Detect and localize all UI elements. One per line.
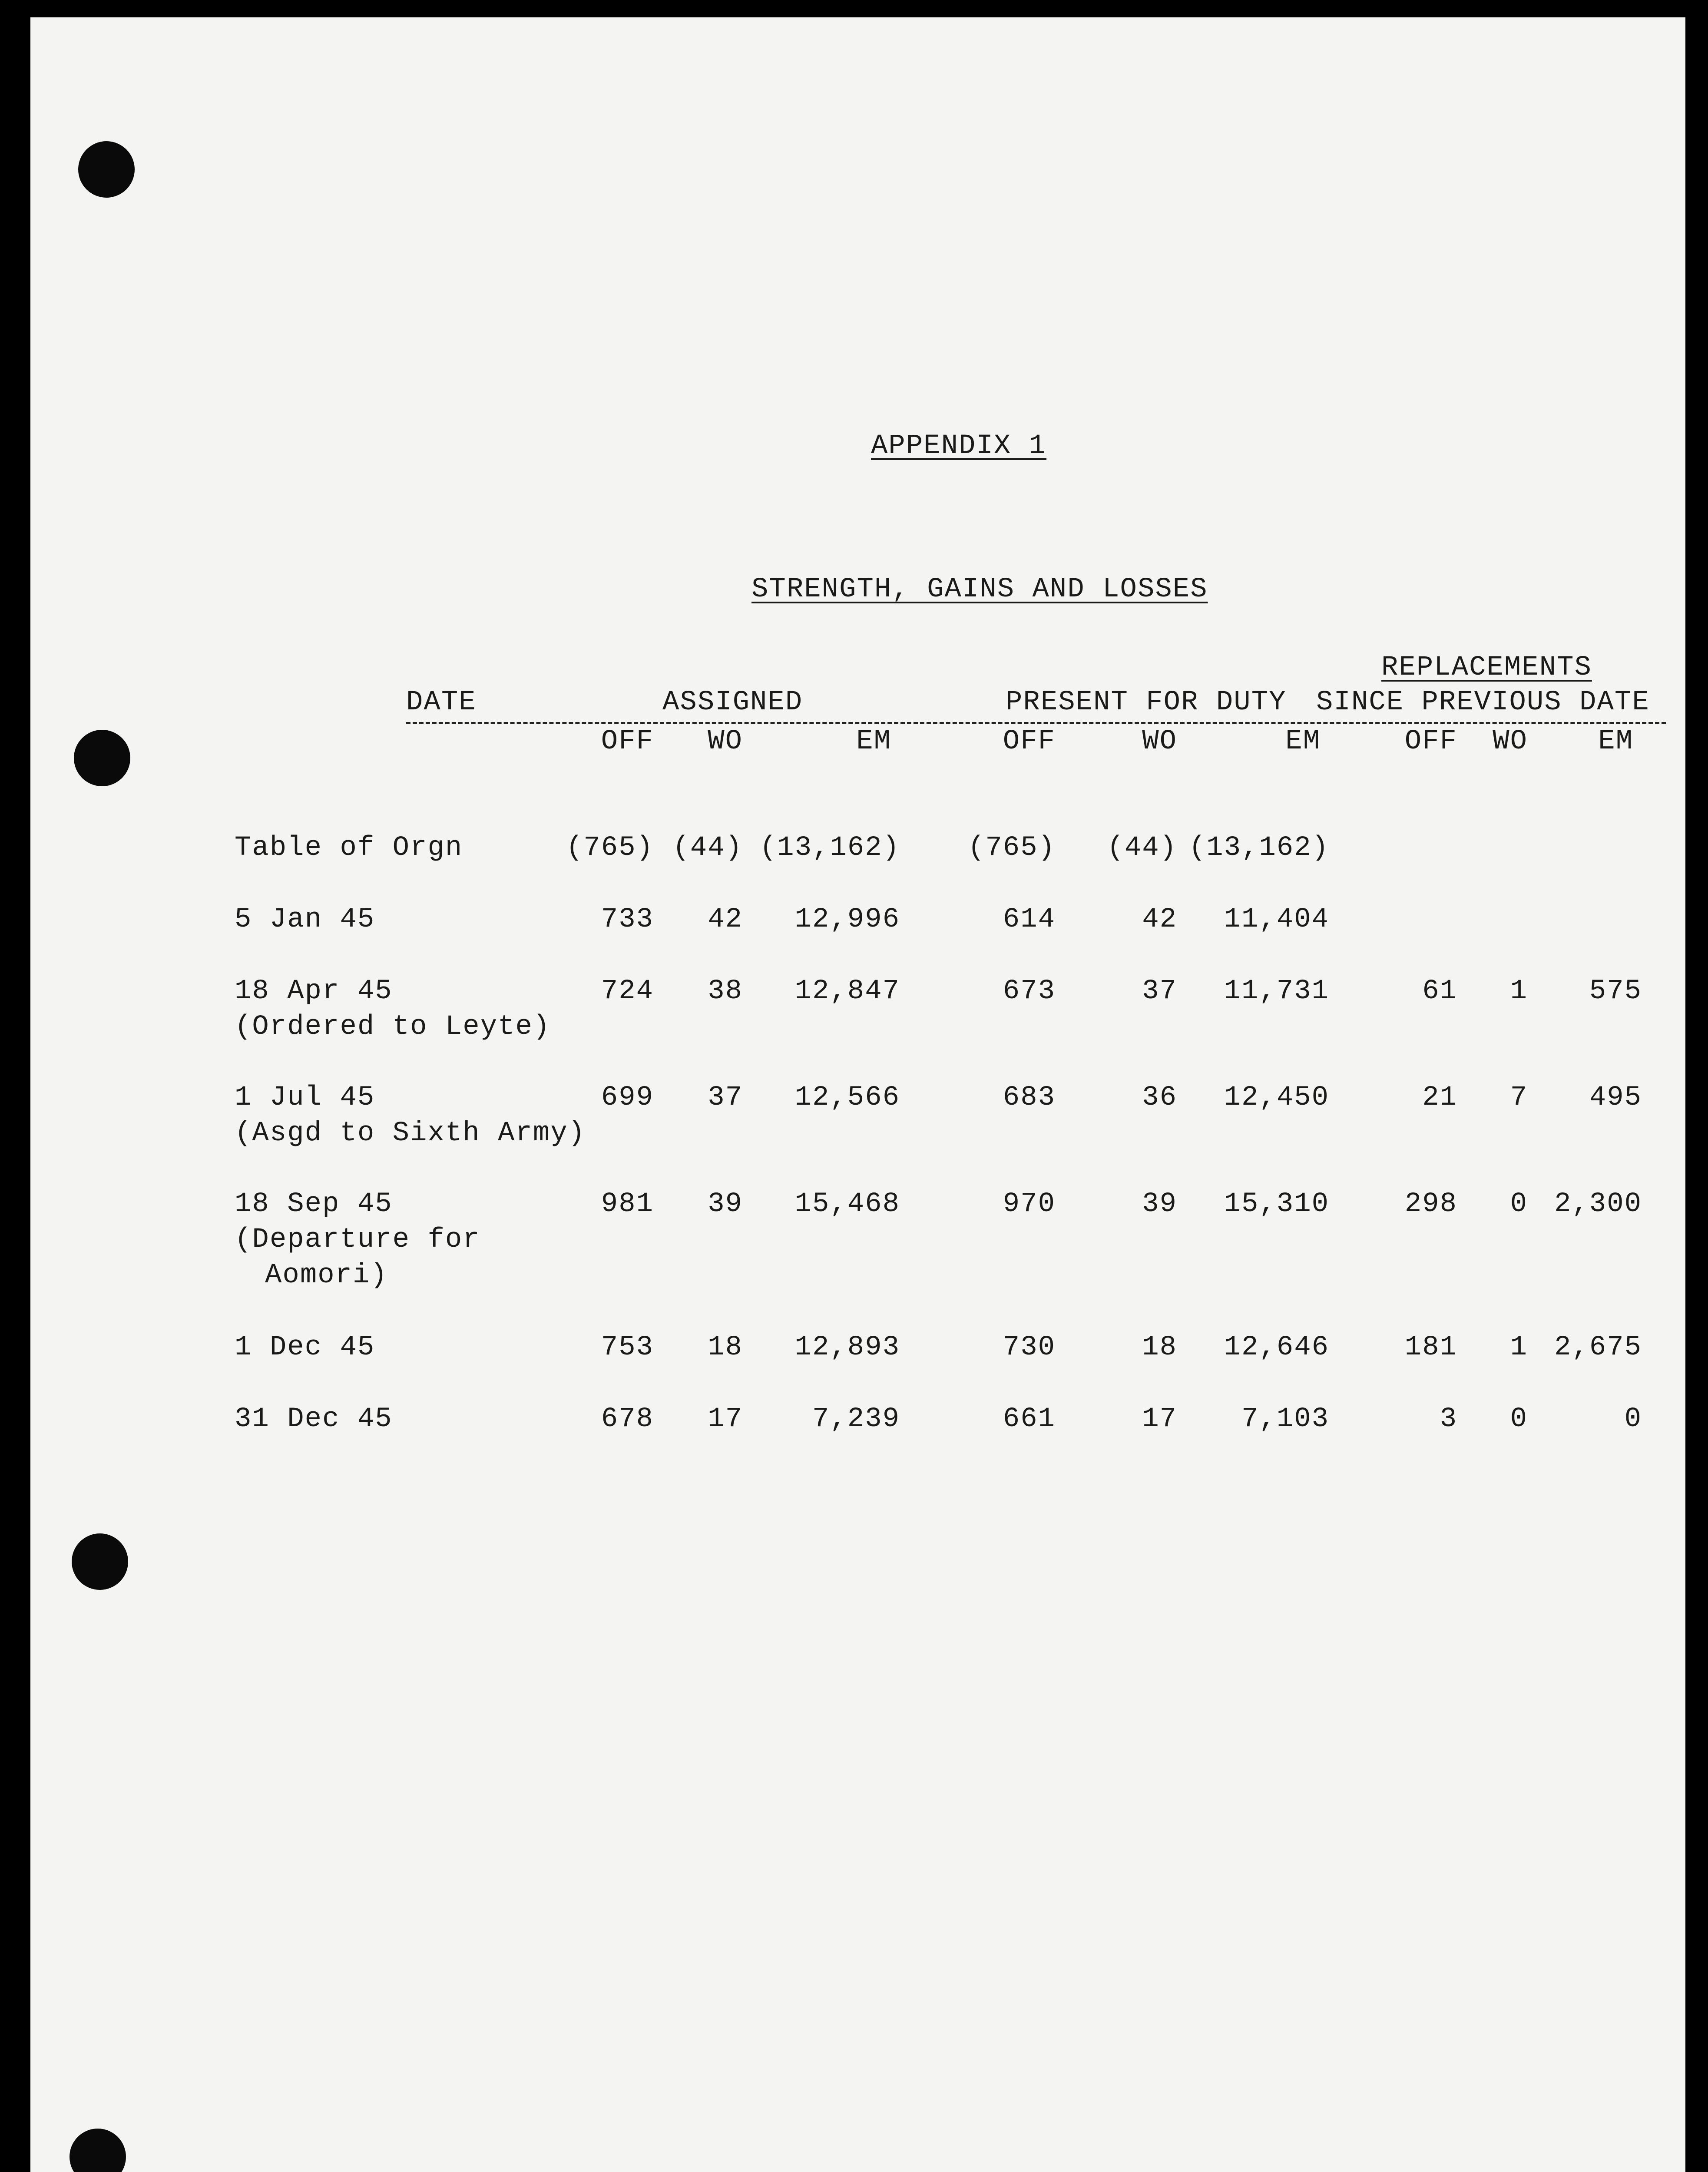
table-cell: (13,162) [1188,832,1329,864]
col-header-since-previous-date: SINCE PREVIOUS DATE [1316,687,1650,718]
table-cell: 1 [1510,1332,1528,1363]
table-cell: 39 [708,1189,743,1220]
subcolumn-header: OFF [1404,726,1457,757]
table-cell: 7 [1510,1082,1528,1113]
col-header-replacements-top: REPLACEMENTS [1381,652,1592,683]
row-date: 5 Jan 45 [235,904,375,935]
punch-hole-4 [70,2129,126,2172]
row-date: 31 Dec 45 [235,1404,393,1435]
table-cell: 11,731 [1224,976,1329,1007]
table-cell: 11,404 [1224,904,1329,935]
table-cell: 0 [1510,1404,1528,1435]
table-cell: 37 [708,1082,743,1113]
subcolumn-header: OFF [601,726,654,757]
row-date-note: (Asgd to Sixth Army) [235,1118,586,1149]
table-cell: 661 [1003,1404,1056,1435]
subcolumn-header: EM [856,726,891,757]
subcolumn-header: EM [1285,726,1321,757]
table-cell: 495 [1589,1082,1642,1113]
table-cell: 683 [1003,1082,1056,1113]
table-cell: 21 [1422,1082,1457,1113]
table-cell: (44) [1107,832,1177,864]
row-date: 18 Sep 45 [235,1189,393,1220]
punch-hole-1 [78,141,135,198]
table-cell: 38 [708,976,743,1007]
table-title: STRENGTH, GAINS AND LOSSES [751,574,1208,605]
subcolumn-header: EM [1598,726,1633,757]
table-cell: 12,996 [794,904,900,935]
table-cell: 7,239 [812,1404,900,1435]
table-cell: 724 [601,976,654,1007]
table-cell: 12,566 [794,1082,900,1113]
table-cell: 15,310 [1224,1189,1329,1220]
col-header-assigned: ASSIGNED [662,687,803,718]
table-cell: 17 [708,1404,743,1435]
table-cell: 12,646 [1224,1332,1329,1363]
table-cell: 39 [1142,1189,1177,1220]
row-date: 1 Dec 45 [235,1332,375,1363]
table-cell: (44) [672,832,743,864]
row-date: 18 Apr 45 [235,976,393,1007]
table-cell: 18 [1142,1332,1177,1363]
table-cell: (13,162) [759,832,900,864]
table-cell: 614 [1003,904,1056,935]
table-cell: 42 [1142,904,1177,935]
col-header-present-for-duty: PRESENT FOR DUTY [1006,687,1287,718]
table-cell: 36 [1142,1082,1177,1113]
table-cell: 0 [1624,1404,1642,1435]
table-cell: (765) [566,832,654,864]
table-cell: 3 [1440,1404,1457,1435]
table-cell: 12,847 [794,976,900,1007]
row-date: 1 Jul 45 [235,1082,375,1113]
table-cell: 18 [708,1332,743,1363]
table-cell: 12,450 [1224,1082,1329,1113]
table-cell: 17 [1142,1404,1177,1435]
row-date-note: (Ordered to Leyte) [235,1011,551,1043]
table-cell: 61 [1422,976,1457,1007]
table-cell: 37 [1142,976,1177,1007]
subcolumn-header: WO [1142,726,1177,757]
table-cell: (765) [967,832,1056,864]
table-cell: 733 [601,904,654,935]
appendix-heading: APPENDIX 1 [871,430,1047,462]
table-cell: 575 [1589,976,1642,1007]
row-date: Table of Orgn [235,832,463,864]
table-cell: 753 [601,1332,654,1363]
table-cell: 2,300 [1554,1189,1642,1220]
table-cell: 12,893 [794,1332,900,1363]
table-cell: 678 [601,1404,654,1435]
table-cell: 0 [1510,1189,1528,1220]
col-header-date: DATE [406,687,477,718]
header-rule [406,722,1666,724]
table-cell: 7,103 [1241,1404,1329,1435]
table-cell: 981 [601,1189,654,1220]
row-date-note: Aomori) [265,1260,388,1291]
document-page [30,17,1685,2172]
table-cell: 42 [708,904,743,935]
table-cell: 730 [1003,1332,1056,1363]
table-cell: 699 [601,1082,654,1113]
row-date-note: (Departure for [235,1224,480,1255]
table-cell: 181 [1404,1332,1457,1363]
punch-hole-2 [74,730,130,786]
subcolumn-header: OFF [1003,726,1056,757]
table-cell: 298 [1404,1189,1457,1220]
subcolumn-header: WO [708,726,743,757]
table-cell: 15,468 [794,1189,900,1220]
subcolumn-header: WO [1493,726,1528,757]
table-cell: 673 [1003,976,1056,1007]
punch-hole-3 [72,1533,128,1590]
table-cell: 2,675 [1554,1332,1642,1363]
table-cell: 1 [1510,976,1528,1007]
table-cell: 970 [1003,1189,1056,1220]
